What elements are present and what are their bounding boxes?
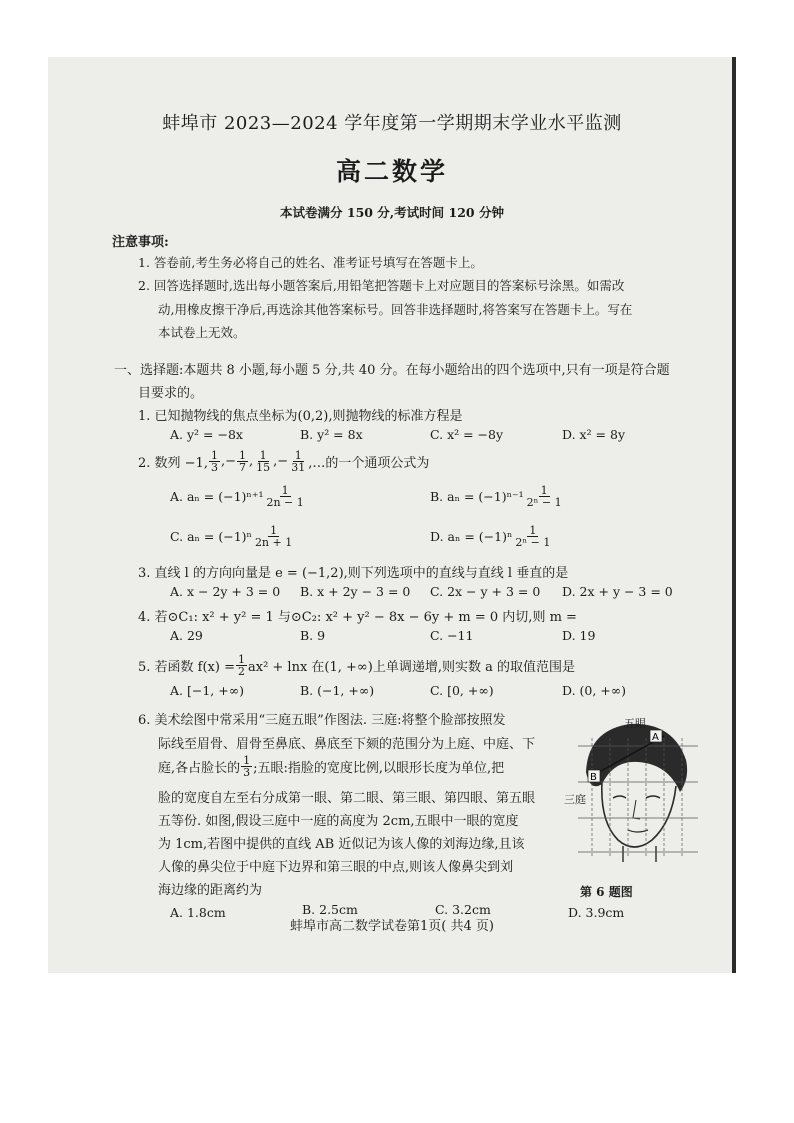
face-figure (568, 712, 703, 862)
section-1-heading-cont: 目要求的。 (138, 386, 204, 401)
q5-option-d: D. (0, +∞) (562, 683, 627, 698)
question-5-stem (138, 654, 575, 677)
page-footer: 蚌埠市高二数学试卷第1页( 共4 页) (290, 919, 494, 934)
q5-frac-num: 1 (237, 653, 245, 666)
q4-option-a: A. 29 (170, 628, 203, 643)
exam-paper (48, 57, 736, 973)
q2-term-2: $\frac{1}{7}$ (239, 449, 247, 474)
q6-frac-num: 1 (243, 754, 251, 767)
note-item-1: 1. 答卷前,考生务必将自己的姓名、准考证号填写在答题卡上。 (138, 255, 483, 270)
question-4-stem: 4. 若⊙C₁: x² + y² = 1 与⊙C₂: x² + y² − 8x − 6y + m = 0 内切,则 m = (138, 610, 577, 625)
q6-option-b: B. 2.5cm (302, 902, 358, 917)
figure-label-three-courts: 三庭 (564, 793, 586, 806)
question-6-line-1: 6. 美术绘图中常采用“三庭五眼”作图法. 三庭:将整个脸部按照发 (138, 713, 506, 728)
question-6-line-3 (158, 755, 504, 778)
q2-option-a-prefix: A. aₙ = (−1)ⁿ⁺¹ (170, 489, 264, 504)
section-1-heading: 一、选择题:本题共 8 小题,每小题 5 分,共 40 分。在每小题给出的四个选项中,只有一项是符合题 (114, 363, 670, 378)
q3-option-c: C. 2x − y + 3 = 0 (430, 584, 541, 599)
question-6-line-8: 海边缘的距离约为 (158, 883, 263, 898)
q2-stem-prefix: 2. 数列 −1, (138, 456, 208, 471)
q6-frac-den: 3 (243, 766, 251, 779)
q2-stem-suffix: ,…的一个通项公式为 (308, 456, 430, 471)
question-3-stem: 3. 直线 l 的方向向量是 e = (−1,2),则下列选项中的直线与直线 l 垂直的是 (138, 566, 569, 581)
note-item-2-end: 本试卷上无效。 (158, 325, 246, 340)
figure-point-b: B (590, 772, 597, 783)
question-6-line-5: 五等份. 如图,假设三庭中一庭的高度为 2cm,五眼中一眼的宽度 (158, 814, 519, 829)
q6-option-c: C. 3.2cm (435, 902, 491, 917)
q3-option-a: A. x − 2y + 3 = 0 (170, 584, 281, 599)
q3-option-d: D. 2x + y − 3 = 0 (562, 584, 673, 599)
question-2-stem: 2. 数列 −1, $\frac{1}{3}$ , − $\frac{1}{7}$ , $\frac{1}{15}$ , − $\frac{1}{31}$ ,…的一个通项公式为 (138, 449, 430, 474)
q5-option-a: A. [−1, +∞) (170, 683, 244, 698)
q2-option-c (170, 525, 295, 548)
q2-option-c-prefix: C. aₙ = (−1)ⁿ (170, 529, 252, 544)
q1-option-d: D. x² = 8y (562, 427, 626, 442)
figure-label-five-eyes: 五眼 (624, 717, 646, 730)
q2-option-b-prefix: B. aₙ = (−1)ⁿ⁻¹ (430, 489, 524, 504)
q4-option-c: C. −11 (430, 628, 474, 643)
note-item-2-cont: 动,用橡皮擦干净后,再选涂其他答案标号。回答非选择题时,将答案写在答题卡上。写在 (158, 302, 633, 317)
q6-line3-prefix: 庭,各占脸长的 (158, 761, 241, 776)
figure-caption: 第 6 题图 (580, 885, 633, 899)
q5-option-c: C. [0, +∞) (430, 683, 494, 698)
exam-title: 蚌埠市 2023—2024 学年度第一学期期末学业水平监测 (162, 113, 622, 134)
exam-subject: 高二数学 (335, 157, 448, 186)
question-6-line-7: 人像的鼻尖位于中庭下边界和第三眼的中点,则该人像鼻尖到刘 (158, 860, 514, 875)
q2-term-1: $\frac{1}{3}$ (210, 449, 218, 474)
q2-c-den: 2n + 1 (254, 536, 293, 549)
q2-b-den: 2ⁿ − 1 (526, 496, 562, 509)
q2-term-4: $\frac{1}{31}$ (291, 449, 306, 474)
q1-option-c: C. x² = −8y (430, 427, 504, 442)
q2-d-den: 2ⁿ − 1 (515, 536, 551, 549)
figure-point-a: A (652, 732, 659, 743)
question-6-line-6: 为 1cm,若图中提供的直线 AB 近似记为该人像的刘海边缘,且该 (158, 837, 525, 852)
question-1-stem: 1. 已知抛物线的焦点坐标为(0,2),则抛物线的标准方程是 (138, 409, 463, 424)
q2-d-num: 1 (529, 524, 537, 537)
note-item-2: 2. 回答选择题时,选出每小题答案后,用铅笔把答题卡上对应题目的答案标号涂黑。如需改 (138, 278, 625, 293)
q6-option-d: D. 3.9cm (568, 905, 625, 920)
q5-frac-den: 2 (237, 665, 245, 678)
q5-option-b: B. (−1, +∞) (300, 683, 375, 698)
question-6-line-4: 脸的宽度自左至右分成第一眼、第二眼、第三眼、第四眼、第五眼 (158, 791, 536, 806)
q4-option-b: B. 9 (300, 628, 326, 643)
q2-option-d (430, 525, 553, 548)
exam-info: 本试卷满分 150 分,考试时间 120 分钟 (280, 205, 504, 220)
q2-b-num: 1 (540, 484, 548, 497)
q5-stem-suffix: ax² + lnx 在(1, +∞)上单调递增,则实数 a 的取值范围是 (247, 660, 575, 675)
q2-a-den: 2n − 1 (266, 496, 304, 509)
q2-option-d-prefix: D. aₙ = (−1)ⁿ (430, 529, 513, 544)
question-6-line-2: 际线至眉骨、眉骨至鼻底、鼻底至下颏的范围分为上庭、中庭、下 (158, 737, 536, 752)
q6-option-a: A. 1.8cm (170, 905, 226, 920)
q2-term-3: $\frac{1}{15}$ (256, 449, 271, 474)
q4-option-d: D. 19 (562, 628, 596, 643)
q6-line3-suffix: ;五眼:指脸的宽度比例,以眼形长度为单位,把 (253, 761, 505, 776)
q2-a-num: 1 (281, 484, 289, 497)
notes-heading: 注意事项: (112, 235, 169, 250)
q1-option-b: B. y² = 8x (300, 427, 363, 442)
q2-option-b (430, 485, 565, 508)
q1-option-a: A. y² = −8x (170, 427, 243, 442)
q2-option-a (170, 485, 307, 508)
q2-c-num: 1 (270, 524, 278, 537)
q3-option-b: B. x + 2y − 3 = 0 (300, 584, 411, 599)
q5-stem-prefix: 5. 若函数 f(x) = (138, 660, 235, 675)
